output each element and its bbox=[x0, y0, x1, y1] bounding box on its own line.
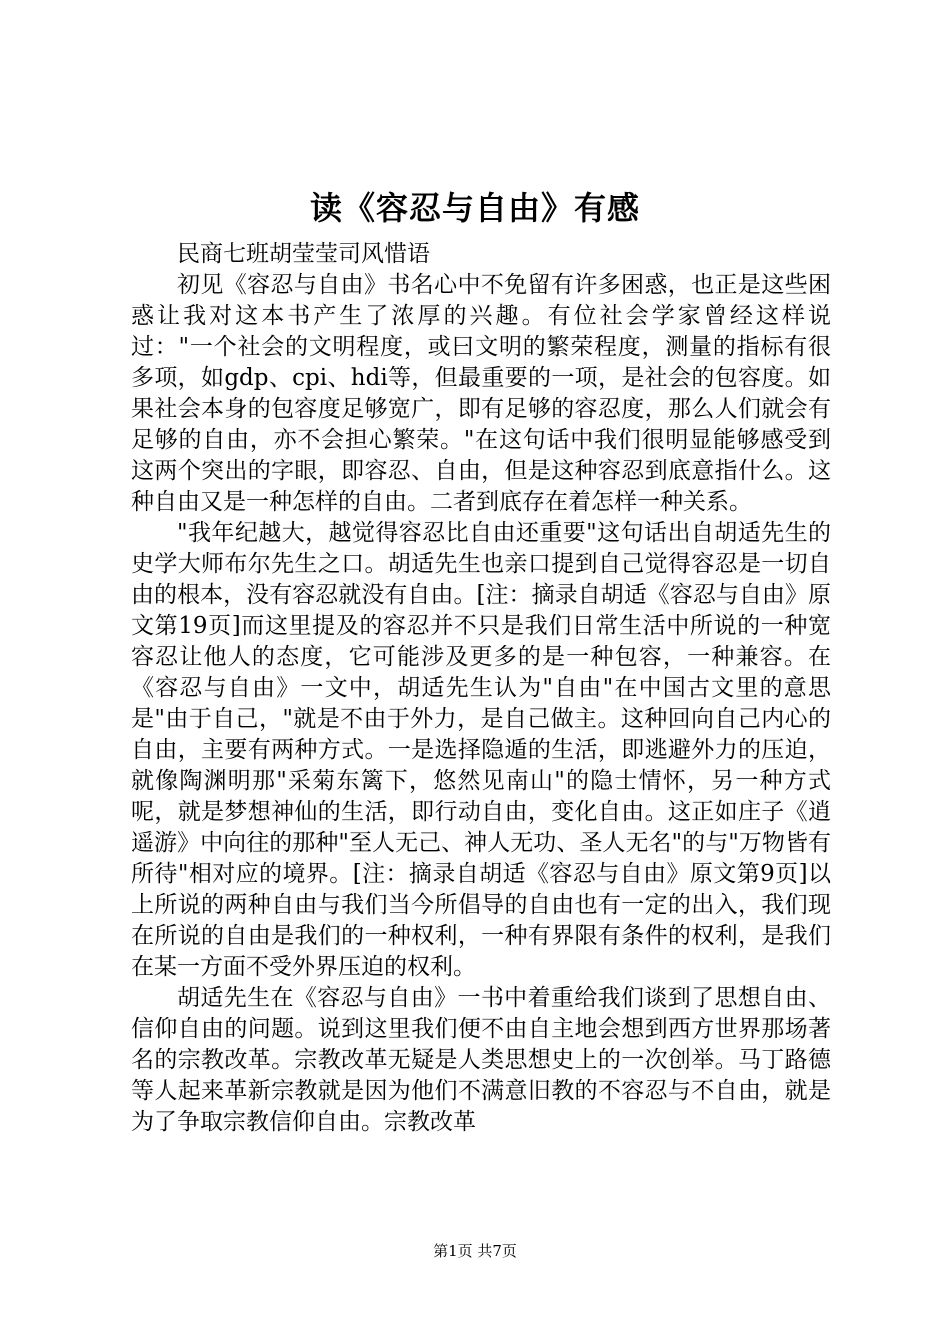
document-title: 读《容忍与自由》有感 bbox=[309, 189, 640, 227]
paragraph-2: "我年纪越大，越觉得容忍比自由还重要"这句话出自胡适先生的史学大师布尔先生之口。胡适先生也亲口提到自己觉得容忍是一切自由的根本，没有容忍就没有自由。[注：摘录自胡适《容忍与自由》原文第19页]而这里提及的容忍并不只是我们日常生活中所说的一种宽容忍让他人的态度，它可能涉及更多的是一种包容，一种兼容。在《容忍与自由》一文中，胡适先生认为"自由"在中国古文里的意思是"由于自己，"就是不由于外力，是自己做主。这种回向自己内心的自由，主要有两种方式。一是选择隐遁的生活，即逃避外力的压迫，就像陶渊明那"采菊东篱下，悠然见南山"的隐士情怀，另一种方式呢，就是梦想神仙的生活，即行动自由，变化自由。这正如庄子《逍遥游》中向往的那种"至人无己、神人无功、圣人无名"的与"万物皆有所待"相对应的境界。[注：摘录自胡适《容忍与自由》原文第9页]以上所说的两种自由与我们当今所倡导的自由也有一定的出入，我们现在所说的自由是我们的一种权利，一种有界限有条件的权利，是我们在某一方面不受外界压迫的权利。 bbox=[131, 520, 831, 980]
page-footer: 第1页 共7页 bbox=[433, 1242, 517, 1260]
paragraph-3: 胡适先生在《容忍与自由》一书中着重给我们谈到了思想自由、信仰自由的问题。说到这里我们便不由自主地会想到西方世界那场著名的宗教改革。宗教改革无疑是人类思想史上的一次创举。马丁路德等人起来革新宗教就是因为他们不满意旧教的不容忍与不自由，就是为了争取宗教信仰自由。宗教改革 bbox=[131, 985, 831, 1135]
author-line: 民商七班胡莹莹司风惜语 bbox=[177, 241, 430, 267]
paragraph-1: 初见《容忍与自由》书名心中不免留有许多困惑，也正是这些困惑让我对这本书产生了浓厚的兴趣。有位社会学家曾经这样说过："一个社会的文明程度，或曰文明的繁荣程度，测量的指标有很多项，如gdp、cpi、hdi等，但最重要的一项，是社会的包容度。如果社会本身的包容度足够宽广，即有足够的容忍度，那么人们就会有足够的自由，亦不会担心繁荣。"在这句话中我们很明显能够感受到这两个突出的字眼，即容忍、自由，但是这种容忍到底意指什么。这种自由又是一种怎样的自由。二者到底存在着怎样一种关系。 bbox=[131, 272, 831, 515]
document-body bbox=[131, 239, 831, 1138]
